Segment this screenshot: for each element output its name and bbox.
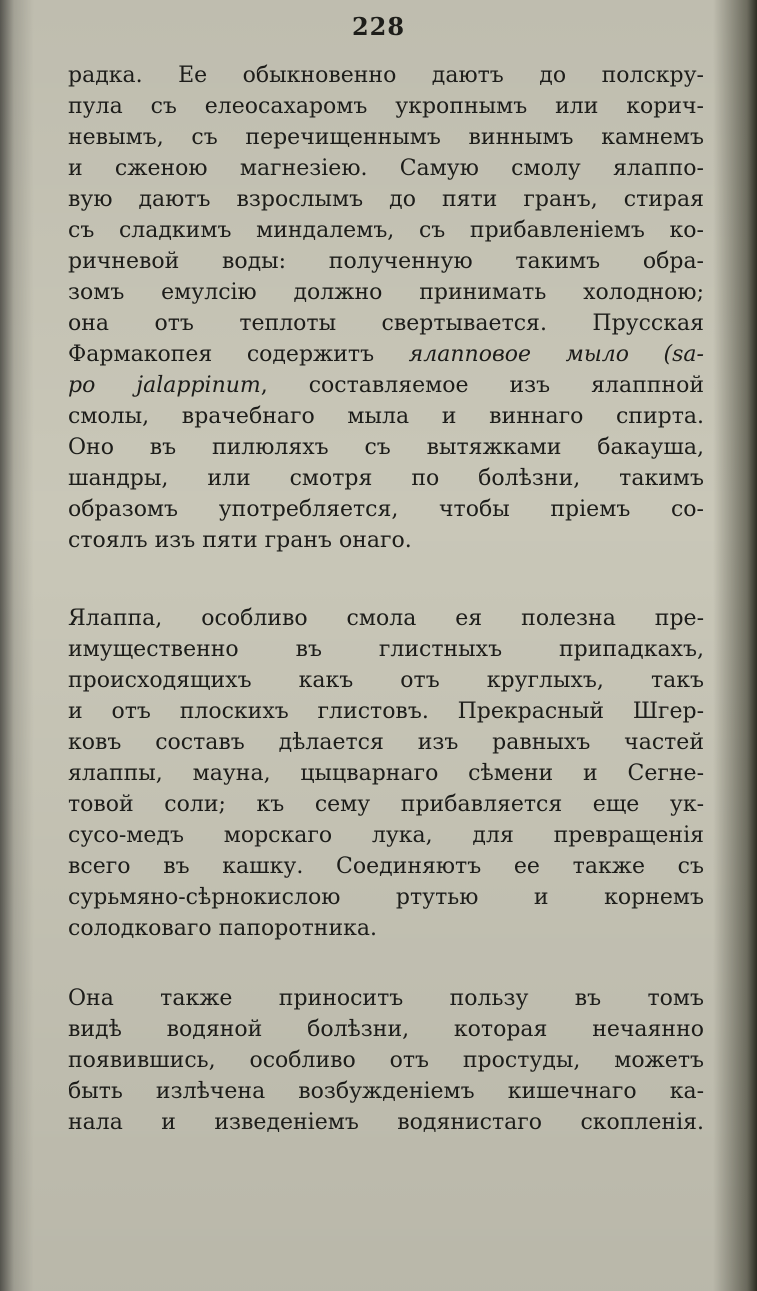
paragraph-2 [68,603,704,944]
text-line: всего въ кашку. Соединяютъ ее также съ [68,854,704,879]
italic-phrase-continuation: po jalappinum [68,373,261,398]
text-line: Оно въ пилюляхъ съ вытяжками бакауша, [68,435,704,460]
text-line-mixed [68,339,704,370]
page-number: 228 [351,12,406,41]
text-line: ялаппы, мауна, цыцварнаго сѣмени и Сегне- [68,761,704,786]
paragraph-1 [68,60,704,556]
text-line: появившись, особливо отъ простуды, можетъ [68,1048,704,1073]
text-line: видѣ водяной болѣзни, которая нечаянно [68,1017,704,1042]
text-line: стоялъ изъ пяти гранъ онаго. [68,528,412,553]
text-line: образомъ употребляется, чтобы пріемъ со- [68,497,704,522]
paragraph-3 [68,983,704,1138]
text-line: сусо-медъ морскаго лука, для превращенія [68,823,704,848]
text-line: смолы, врачебнаго мыла и виннаго спирта. [68,404,704,429]
text-line: она отъ теплоты свертывается. Прусская [68,311,704,336]
text-line: радка. Ее обыкновенно даютъ до полскру- [68,63,704,88]
text-segment: , составляемое изъ ялаппной [260,373,704,398]
italic-phrase: ялапповое мыло (sa- [408,342,704,367]
text-line-mixed [68,370,704,401]
text-line: Она также приноситъ пользу въ томъ [68,986,704,1011]
text-line: и отъ плоскихъ глистовъ. Прекрасный Шгер- [68,699,704,724]
text-line: нала и изведеніемъ водянистаго скопленія. [68,1110,704,1135]
text-segment: Фармакопея содержитъ [68,342,409,367]
text-line: и сженою магнезіею. Самую смолу ялаппо- [68,156,704,181]
text-line: товой соли; къ сему прибавляется еще ук- [68,792,704,817]
text-line: Ялаппа, особливо смола ея полезна пре- [68,606,704,631]
text-line: солодковаго папоротника. [68,916,377,941]
text-line: зомъ емулсію должно принимать холодною; [68,280,704,305]
text-line: имущественно въ глистныхъ припадкахъ, [68,637,704,662]
text-line: быть излѣчена возбужденіемъ кишечнаго ка- [68,1079,704,1104]
text-line: происходящихъ какъ отъ круглыхъ, такъ [68,668,704,693]
text-line: пула съ елеосахаромъ укропнымъ или корич- [68,94,704,119]
text-line: сурьмяно-сѣрнокислою ртутью и корнемъ [68,885,704,910]
text-line: вую даютъ взрослымъ до пяти гранъ, стирая [68,187,704,212]
text-line: невымъ, съ перечищеннымъ виннымъ камнемъ [68,125,704,150]
text-line: ковъ составъ дѣлается изъ равныхъ частей [68,730,704,755]
text-line: ричневой воды: полученную такимъ обра- [68,249,704,274]
text-line: съ сладкимъ миндалемъ, съ прибавленіемъ ко- [68,218,704,243]
text-line: шандры, или смотря по болѣзни, такимъ [68,466,704,491]
